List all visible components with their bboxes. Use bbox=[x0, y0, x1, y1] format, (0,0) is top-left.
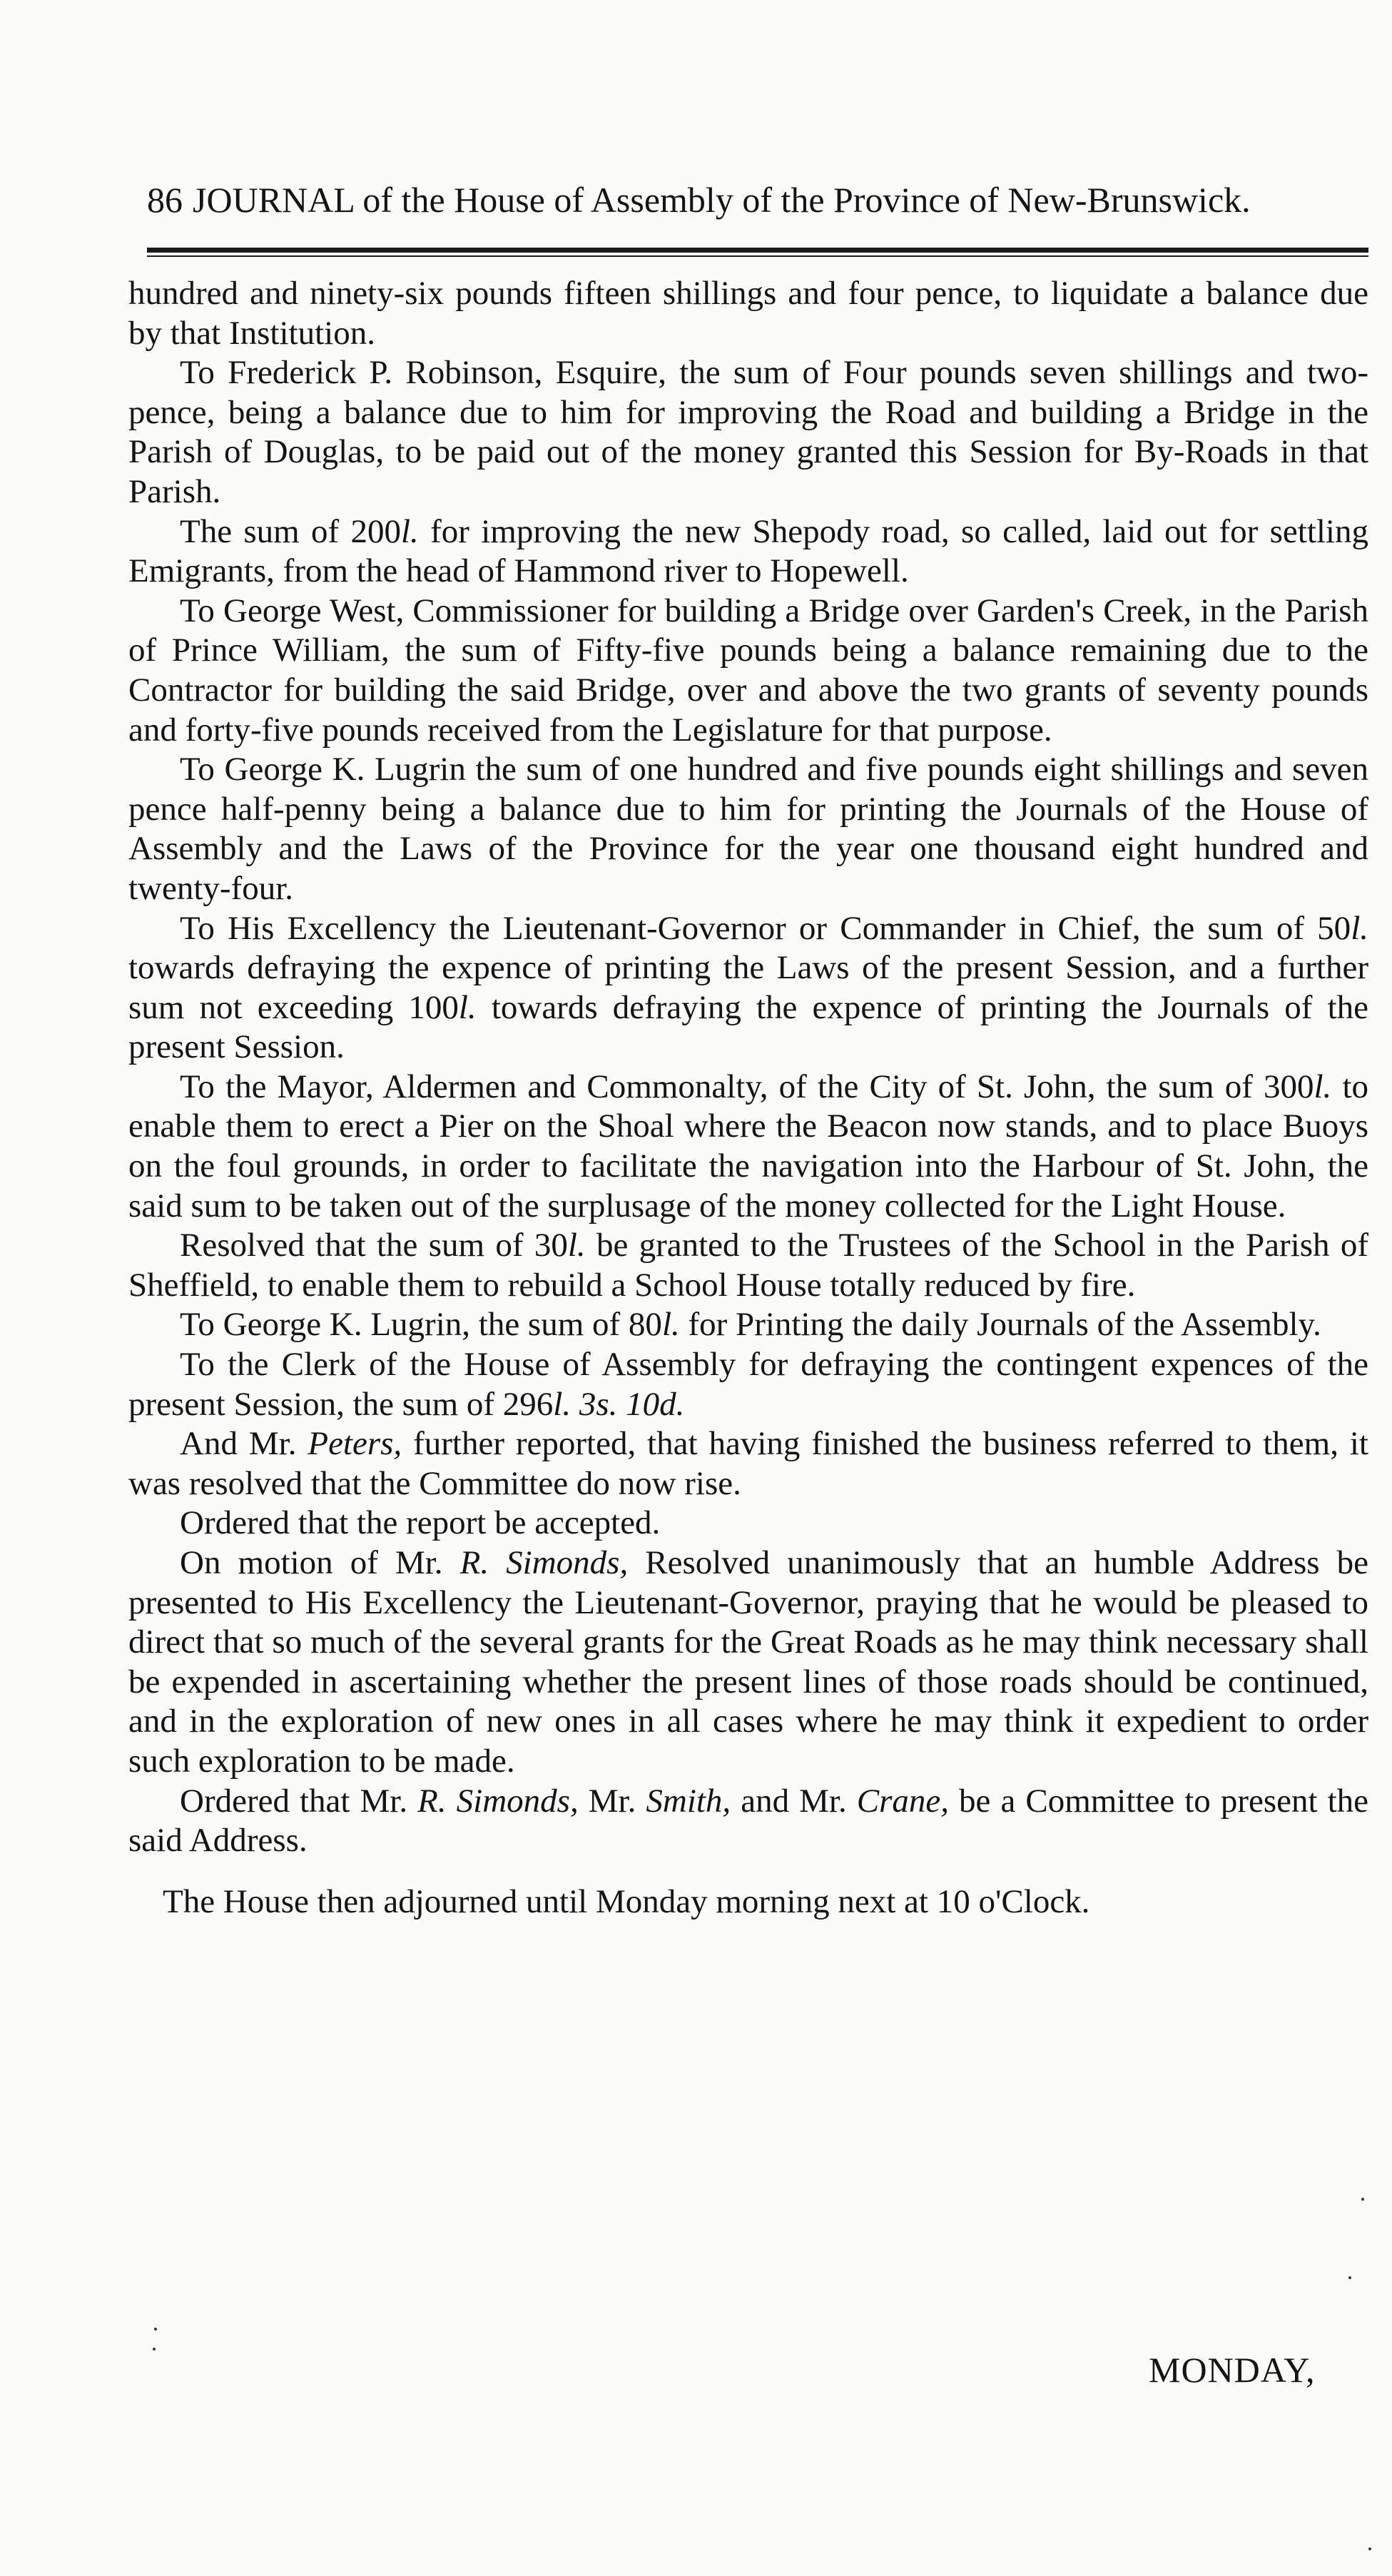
running-title: JOURNAL of the House of Assembly of the Province of New-Brunswick. bbox=[193, 180, 1251, 220]
italic-run: l. bbox=[661, 1306, 680, 1344]
paragraph bbox=[128, 1345, 1368, 1424]
text-run: Ordered that Mr. bbox=[180, 1782, 418, 1820]
text-run: for Printing the daily Journals of the Assembly. bbox=[679, 1306, 1321, 1344]
text-run: Ordered that the report be accepted. bbox=[180, 1504, 661, 1542]
paragraph bbox=[128, 909, 1368, 1068]
text-run: Resolved that the sum of 30 bbox=[180, 1227, 568, 1264]
text-run: To His Excellency the Lieutenant-Governor or Commander in Chief, the sum of 50 bbox=[180, 909, 1351, 947]
text-run: further reported, that having finished the business referred to them, it was resolved that the Committee do now rise. bbox=[128, 1425, 1368, 1502]
text-run: hundred and ninety-six pounds fifteen shillings and four pence, to liquidate a balance due by that Institution. bbox=[128, 275, 1368, 352]
running-header bbox=[147, 177, 1360, 223]
italic-run: l. bbox=[400, 512, 419, 550]
paragraph bbox=[128, 512, 1368, 592]
page-number: 86 bbox=[147, 180, 183, 220]
text-run: and Mr. bbox=[731, 1782, 857, 1820]
paragraph bbox=[128, 1305, 1368, 1345]
paragraph bbox=[128, 1226, 1368, 1305]
italic-run: Peters, bbox=[308, 1425, 402, 1463]
print-speck bbox=[1348, 2276, 1351, 2279]
adjournment-line: The House then adjourned until Monday morning next at 10 o'Clock. bbox=[163, 1882, 1090, 1920]
journal-body bbox=[128, 274, 1368, 1922]
print-speck bbox=[1361, 2198, 1364, 2201]
text-run: for improving the new Shepody road, so called, laid out for settling Emigrants, from the head of Hammond river to Hopewell. bbox=[128, 512, 1368, 590]
paragraph bbox=[128, 592, 1368, 750]
italic-run: l. 3s. 10d. bbox=[553, 1385, 685, 1423]
paragraph bbox=[128, 1424, 1368, 1503]
text-run: be a Committee to present the said Address. bbox=[128, 1782, 1369, 1860]
italic-run: l. bbox=[567, 1227, 586, 1264]
italic-run: Smith, bbox=[646, 1782, 731, 1820]
text-run: be granted to the Trustees of the School in the Parish of Sheffield, to enable them to rebuild a School House totally reduced by fire. bbox=[128, 1227, 1368, 1304]
italic-run: l. bbox=[1351, 909, 1368, 947]
italic-run: Crane, bbox=[856, 1782, 950, 1820]
header-rule-thick bbox=[147, 248, 1368, 253]
print-speck bbox=[1368, 2547, 1371, 2550]
italic-run: l. bbox=[458, 988, 477, 1026]
text-run: On motion of Mr. bbox=[180, 1544, 460, 1581]
text-run: to enable them to erect a Pier on the Shoal where the Beacon now stands, and to place Buoys on the foul grounds, in order to facilitate the navigation into the Harbour of St. John, the said sum to be taken out of the surplusage of the money collected for the Light House. bbox=[128, 1068, 1369, 1224]
paragraph bbox=[128, 1782, 1368, 1861]
text-run: To George K. Lugrin the sum of one hundred and five pounds eight shillings and seven pence half-penny being a balance due to him for printing the Journals of the House of Assembly and the Laws of the Province for the year one thousand eight hundred and twenty-four. bbox=[128, 751, 1368, 907]
italic-run: R. Simonds, bbox=[459, 1544, 629, 1581]
paragraph bbox=[128, 1503, 1368, 1543]
paragraph bbox=[128, 274, 1368, 353]
text-run: To Frederick P. Robinson, Esquire, the sum of Four pounds seven shillings and two-pence, being a balance due to him for improving the Road and building a Bridge in the Parish of Douglas, to be paid out of the money granted this Session for By-Roads in that Parish. bbox=[128, 354, 1368, 510]
text-run: To the Clerk of the House of Assembly for defraying the contingent expences of the present Session, the sum of 296 bbox=[128, 1346, 1368, 1423]
text-run: And Mr. bbox=[180, 1425, 308, 1463]
print-speck bbox=[153, 2348, 156, 2351]
catchword: MONDAY, bbox=[1149, 2350, 1316, 2390]
header-rule-thin bbox=[147, 255, 1368, 257]
text-run: To the Mayor, Aldermen and Commonalty, of the City of St. John, the sum of 300 bbox=[180, 1068, 1314, 1105]
italic-run: R. Simonds, bbox=[417, 1782, 579, 1820]
text-run: Resolved unanimously that an humble Address be presented to His Excellency the Lieutenant-Governor, praying that he would be pleased to direct that so much of the several grants for the Great Roads as he may think necessary shall be expended in ascertaining whether the present lines of those roads should be continued, and in the exploration of new ones in all cases where he may think it expedient to order such exploration to be made. bbox=[128, 1544, 1368, 1780]
print-speck bbox=[154, 2328, 157, 2331]
text-run: To George West, Commissioner for building a Bridge over Garden's Creek, in the Parish of Prince William, the sum of Fifty-five pounds being a balance remaining due to the Contractor for building the said Bridge, over and above the two grants of seventy pounds and forty-five pounds received from the Legislature for that purpose. bbox=[128, 592, 1368, 749]
text-run: towards defraying the expence of printing the Laws of the present Session, and a further sum not exceeding 100 bbox=[128, 949, 1368, 1026]
italic-run: l. bbox=[1314, 1068, 1332, 1105]
paragraph bbox=[128, 1068, 1368, 1226]
text-run: Mr. bbox=[578, 1782, 646, 1820]
text-run: towards defraying the expence of printing the Journals of the present Session. bbox=[128, 988, 1368, 1066]
text-run: To George K. Lugrin, the sum of 80 bbox=[180, 1306, 662, 1344]
paragraph bbox=[128, 750, 1368, 908]
paragraph bbox=[128, 1543, 1368, 1782]
text-run: The sum of bbox=[180, 512, 351, 550]
text-run: 200 bbox=[350, 512, 401, 550]
paragraph bbox=[128, 353, 1368, 512]
